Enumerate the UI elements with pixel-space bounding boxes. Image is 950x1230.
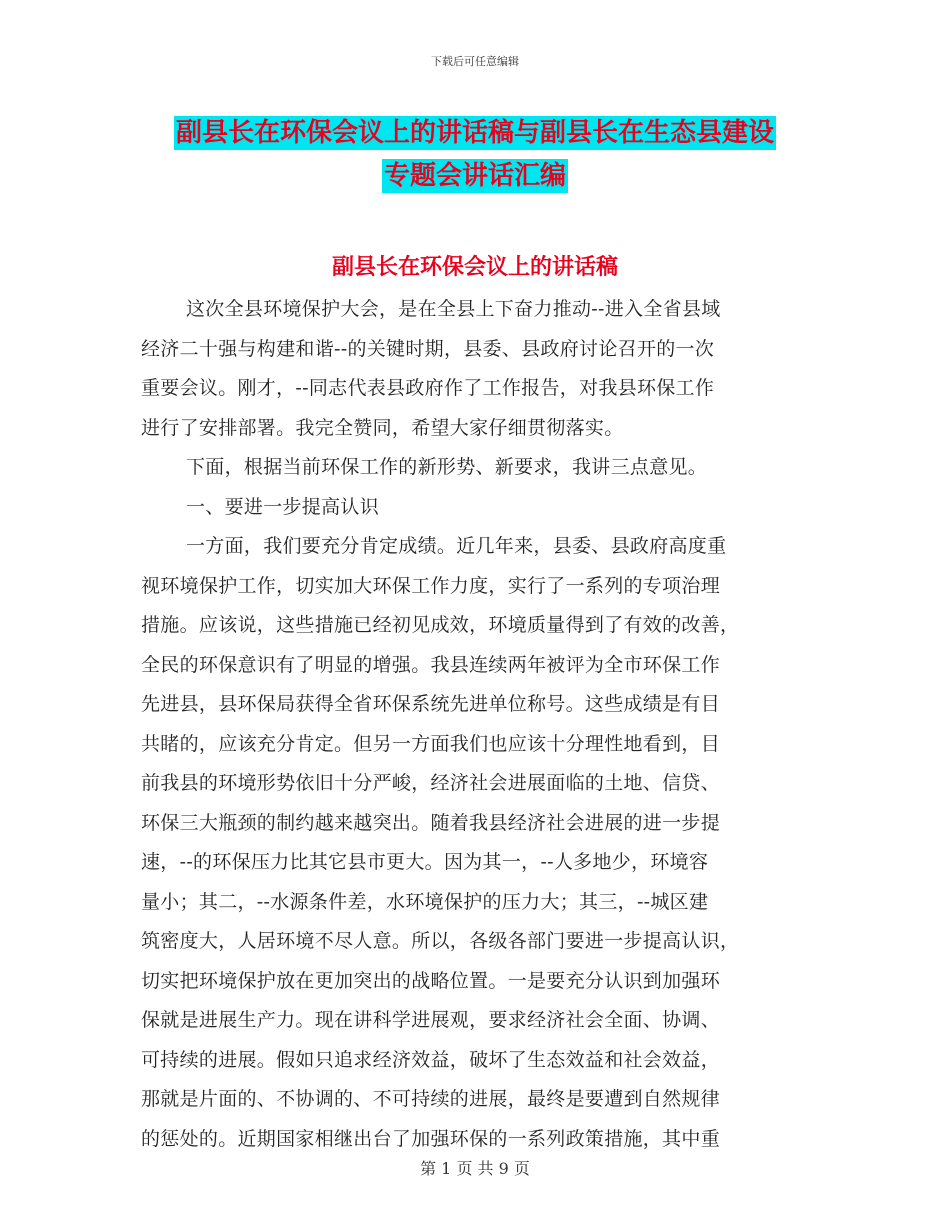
- paragraph-line: 环保三大瓶颈的制约越来越突出。随着我县经济社会进展的进一步提: [141, 811, 721, 834]
- heading-line: 一、要进一步提高认识: [186, 495, 380, 518]
- page-header-note: 下载后可任意编辑: [431, 55, 519, 68]
- paragraph-line: 前我县的环境形势依旧十分严峻，经济社会进展面临的土地、信贷、: [141, 772, 721, 794]
- section-title: 副县长在环保会议上的讲话稿: [331, 255, 618, 280]
- paragraph-line: 先进县，县环保局获得全省环保系统先进单位称号。这些成绩是有目: [141, 693, 721, 715]
- paragraph-line: 筑密度大，人居环境不尽人意。所以，各级各部门要进一步提高认识，: [141, 930, 740, 952]
- paragraph-line: 那就是片面的、不协调的、不可持续的进展，最终是要遭到自然规律: [141, 1088, 721, 1110]
- paragraph-line: 下面，根据当前环保工作的新形势、新要求，我讲三点意见。: [186, 456, 708, 478]
- page-footer: 第 1 页 共 9 页: [420, 1159, 530, 1178]
- paragraph-line: 经济二十强与构建和谐--的关键时期，县委、县政府讨论召开的一次: [141, 337, 715, 360]
- body-text: [141, 290, 809, 1159]
- paragraph-line: 这次全县环境保护大会，是在全县上下奋力推动--进入全省县域: [186, 298, 721, 320]
- document-title-line-2: [0, 155, 950, 192]
- paragraph-line: 视环境保护工作，切实加大环保工作力度，实行了一系列的专项治理: [141, 574, 721, 597]
- paragraph-line: 措施。应该说，这些措施已经初见成效，环境质量得到了有效的改善，: [141, 614, 740, 636]
- paragraph-line: 保就是进展生产力。现在讲科学进展观，要求经济社会全面、协调、: [141, 1009, 721, 1031]
- paragraph-line: 量小；其二，--水源条件差，水环境保护的压力大；其三，--城区建: [141, 890, 709, 913]
- paragraph-line: 重要会议。刚才，--同志代表县政府作了工作报告，对我县环保工作: [141, 377, 715, 399]
- paragraph-line: 速，--的环保压力比其它县市更大。因为其一，--人多地少，环境容: [141, 851, 709, 873]
- paragraph-line: 可持续的进展。假如只追求经济效益，破坏了生态效益和社会效益，: [141, 1048, 721, 1071]
- paragraph-line: 的惩处的。近期国家相继出台了加强环保的一系列政策措施，其中重: [141, 1127, 721, 1150]
- document-title-line-1: [0, 112, 950, 149]
- paragraph-line: 进行了安排部署。我完全赞同，希望大家仔细贯彻落实。: [141, 416, 624, 439]
- paragraph-line: 一方面，我们要充分肯定成绩。近几年来，县委、县政府高度重: [186, 535, 727, 557]
- paragraph-line: 切实把环境保护放在更加突出的战略位置。一是要充分认识到加强环: [141, 969, 721, 992]
- paragraph-line: 共睹的，应该充分肯定。但另一方面我们也应该十分理性地看到，目: [141, 732, 721, 755]
- title-line-2-text: 专题会讲话汇编: [383, 161, 566, 191]
- paragraph-line: 全民的环保意识有了明显的增强。我县连续两年被评为全市环保工作: [141, 653, 721, 676]
- title-line-1-text: 副县长在环保会议上的讲话稿与副县长在生态县建设: [175, 118, 774, 148]
